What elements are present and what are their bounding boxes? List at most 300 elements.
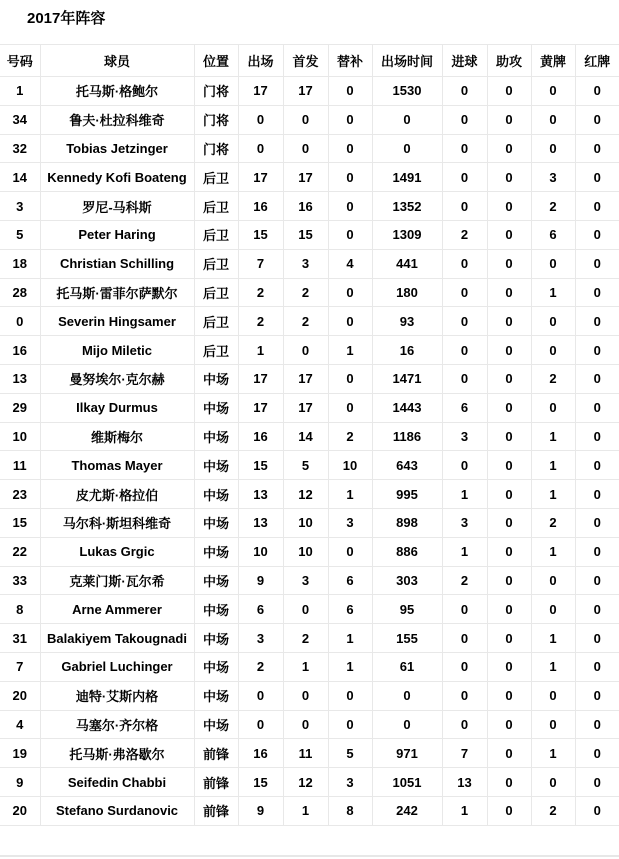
cell-yellow-cards: 0	[531, 393, 575, 422]
cell-goals: 3	[442, 508, 487, 537]
cell-appearances: 17	[238, 77, 283, 106]
cell-number: 3	[0, 192, 40, 221]
table-row	[0, 192, 619, 221]
table-row	[0, 422, 619, 451]
column-header-red-cards: 红牌	[575, 45, 619, 77]
cell-minutes-played: 1491	[372, 163, 442, 192]
cell-starts: 14	[283, 422, 328, 451]
cell-minutes-played: 155	[372, 624, 442, 653]
cell-goals: 2	[442, 566, 487, 595]
cell-number: 4	[0, 710, 40, 739]
cell-sub-appearances: 0	[328, 105, 372, 134]
cell-assists: 0	[487, 595, 531, 624]
cell-red-cards: 0	[575, 451, 619, 480]
cell-appearances: 17	[238, 163, 283, 192]
cell-sub-appearances: 3	[328, 508, 372, 537]
cell-red-cards: 0	[575, 595, 619, 624]
cell-assists: 0	[487, 768, 531, 797]
cell-player: 托马斯·格鲍尔	[40, 77, 194, 106]
cell-minutes-played: 180	[372, 278, 442, 307]
cell-player: Thomas Mayer	[40, 451, 194, 480]
cell-goals: 0	[442, 249, 487, 278]
cell-player: 罗尼-马科斯	[40, 192, 194, 221]
cell-player: Peter Haring	[40, 220, 194, 249]
table-row	[0, 480, 619, 509]
cell-position: 中场	[194, 451, 238, 480]
cell-position: 中场	[194, 595, 238, 624]
cell-starts: 12	[283, 768, 328, 797]
cell-starts: 0	[283, 134, 328, 163]
cell-goals: 0	[442, 595, 487, 624]
cell-goals: 1	[442, 537, 487, 566]
cell-starts: 17	[283, 364, 328, 393]
cell-player: 托马斯·雷菲尔萨默尔	[40, 278, 194, 307]
cell-appearances: 15	[238, 451, 283, 480]
cell-minutes-played: 0	[372, 710, 442, 739]
cell-yellow-cards: 0	[531, 566, 575, 595]
cell-number: 18	[0, 249, 40, 278]
cell-number: 13	[0, 364, 40, 393]
cell-sub-appearances: 1	[328, 480, 372, 509]
cell-player: Lukas Grgic	[40, 537, 194, 566]
cell-goals: 1	[442, 796, 487, 825]
cell-minutes-played: 1186	[372, 422, 442, 451]
cell-yellow-cards: 0	[531, 768, 575, 797]
cell-position: 中场	[194, 422, 238, 451]
cell-player: Stefano Surdanovic	[40, 796, 194, 825]
cell-sub-appearances: 1	[328, 336, 372, 365]
cell-appearances: 13	[238, 480, 283, 509]
cell-yellow-cards: 1	[531, 422, 575, 451]
cell-red-cards: 0	[575, 681, 619, 710]
cell-appearances: 2	[238, 278, 283, 307]
cell-sub-appearances: 6	[328, 566, 372, 595]
column-header-appearances: 出场	[238, 45, 283, 77]
table-row	[0, 681, 619, 710]
cell-number: 11	[0, 451, 40, 480]
cell-goals: 0	[442, 192, 487, 221]
cell-assists: 0	[487, 508, 531, 537]
cell-assists: 0	[487, 220, 531, 249]
cell-player: Christian Schilling	[40, 249, 194, 278]
cell-player: 托马斯·弗洛歇尔	[40, 739, 194, 768]
cell-player: 皮尤斯·格拉伯	[40, 480, 194, 509]
cell-sub-appearances: 6	[328, 595, 372, 624]
cell-yellow-cards: 1	[531, 537, 575, 566]
squad-table	[0, 44, 619, 826]
cell-yellow-cards: 2	[531, 192, 575, 221]
page-title: 2017年阵容	[27, 10, 106, 27]
cell-yellow-cards: 0	[531, 681, 575, 710]
cell-sub-appearances: 0	[328, 134, 372, 163]
cell-player: 鲁夫·杜拉科维奇	[40, 105, 194, 134]
column-header-assists: 助攻	[487, 45, 531, 77]
cell-player: 曼努埃尔·克尔赫	[40, 364, 194, 393]
cell-position: 门将	[194, 134, 238, 163]
cell-goals: 0	[442, 336, 487, 365]
cell-assists: 0	[487, 624, 531, 653]
cell-position: 后卫	[194, 192, 238, 221]
cell-red-cards: 0	[575, 652, 619, 681]
cell-sub-appearances: 8	[328, 796, 372, 825]
cell-number: 33	[0, 566, 40, 595]
cell-sub-appearances: 1	[328, 652, 372, 681]
cell-red-cards: 0	[575, 134, 619, 163]
cell-minutes-played: 61	[372, 652, 442, 681]
cell-goals: 0	[442, 364, 487, 393]
table-row	[0, 451, 619, 480]
table-row	[0, 105, 619, 134]
table-row	[0, 624, 619, 653]
cell-starts: 1	[283, 652, 328, 681]
cell-sub-appearances: 0	[328, 77, 372, 106]
cell-assists: 0	[487, 163, 531, 192]
cell-position: 后卫	[194, 220, 238, 249]
cell-position: 中场	[194, 480, 238, 509]
cell-position: 中场	[194, 710, 238, 739]
cell-sub-appearances: 2	[328, 422, 372, 451]
cell-yellow-cards: 1	[531, 739, 575, 768]
cell-yellow-cards: 1	[531, 480, 575, 509]
cell-number: 1	[0, 77, 40, 106]
cell-yellow-cards: 2	[531, 364, 575, 393]
cell-assists: 0	[487, 307, 531, 336]
cell-sub-appearances: 3	[328, 768, 372, 797]
cell-starts: 10	[283, 537, 328, 566]
cell-sub-appearances: 0	[328, 278, 372, 307]
cell-appearances: 0	[238, 105, 283, 134]
table-row	[0, 768, 619, 797]
cell-number: 32	[0, 134, 40, 163]
cell-red-cards: 0	[575, 249, 619, 278]
cell-starts: 17	[283, 393, 328, 422]
cell-number: 22	[0, 537, 40, 566]
cell-minutes-played: 95	[372, 595, 442, 624]
cell-sub-appearances: 0	[328, 163, 372, 192]
cell-starts: 15	[283, 220, 328, 249]
cell-minutes-played: 93	[372, 307, 442, 336]
table-row	[0, 134, 619, 163]
cell-position: 门将	[194, 77, 238, 106]
cell-assists: 0	[487, 537, 531, 566]
cell-minutes-played: 441	[372, 249, 442, 278]
cell-position: 后卫	[194, 336, 238, 365]
cell-number: 15	[0, 508, 40, 537]
column-header-minutes-played: 出场时间	[372, 45, 442, 77]
cell-starts: 2	[283, 624, 328, 653]
cell-assists: 0	[487, 739, 531, 768]
cell-position: 前锋	[194, 796, 238, 825]
cell-goals: 0	[442, 278, 487, 307]
cell-appearances: 0	[238, 134, 283, 163]
cell-goals: 0	[442, 710, 487, 739]
cell-number: 14	[0, 163, 40, 192]
table-row	[0, 364, 619, 393]
table-row	[0, 249, 619, 278]
cell-yellow-cards: 0	[531, 77, 575, 106]
cell-appearances: 16	[238, 739, 283, 768]
cell-starts: 2	[283, 278, 328, 307]
cell-red-cards: 0	[575, 220, 619, 249]
cell-goals: 0	[442, 163, 487, 192]
cell-yellow-cards: 2	[531, 796, 575, 825]
cell-position: 门将	[194, 105, 238, 134]
cell-player: 马尔科·斯坦科维奇	[40, 508, 194, 537]
cell-minutes-played: 995	[372, 480, 442, 509]
cell-number: 19	[0, 739, 40, 768]
cell-number: 5	[0, 220, 40, 249]
cell-sub-appearances: 10	[328, 451, 372, 480]
cell-minutes-played: 971	[372, 739, 442, 768]
cell-appearances: 6	[238, 595, 283, 624]
cell-yellow-cards: 0	[531, 105, 575, 134]
cell-minutes-played: 303	[372, 566, 442, 595]
cell-player: 维斯梅尔	[40, 422, 194, 451]
column-header-yellow-cards: 黄牌	[531, 45, 575, 77]
cell-appearances: 3	[238, 624, 283, 653]
column-header-goals: 进球	[442, 45, 487, 77]
cell-sub-appearances: 0	[328, 220, 372, 249]
cell-yellow-cards: 0	[531, 134, 575, 163]
cell-position: 后卫	[194, 163, 238, 192]
cell-appearances: 17	[238, 364, 283, 393]
cell-minutes-played: 16	[372, 336, 442, 365]
cell-sub-appearances: 5	[328, 739, 372, 768]
cell-yellow-cards: 0	[531, 336, 575, 365]
cell-player: 迪特·艾斯内格	[40, 681, 194, 710]
cell-sub-appearances: 0	[328, 364, 372, 393]
cell-appearances: 13	[238, 508, 283, 537]
cell-player: Kennedy Kofi Boateng	[40, 163, 194, 192]
cell-goals: 0	[442, 307, 487, 336]
cell-number: 8	[0, 595, 40, 624]
cell-number: 16	[0, 336, 40, 365]
cell-red-cards: 0	[575, 364, 619, 393]
cell-minutes-played: 1530	[372, 77, 442, 106]
cell-goals: 0	[442, 105, 487, 134]
cell-starts: 12	[283, 480, 328, 509]
cell-red-cards: 0	[575, 739, 619, 768]
cell-goals: 7	[442, 739, 487, 768]
cell-appearances: 9	[238, 566, 283, 595]
cell-number: 10	[0, 422, 40, 451]
cell-red-cards: 0	[575, 480, 619, 509]
header-row	[0, 45, 619, 77]
cell-starts: 16	[283, 192, 328, 221]
cell-goals: 0	[442, 681, 487, 710]
cell-minutes-played: 1443	[372, 393, 442, 422]
cell-red-cards: 0	[575, 307, 619, 336]
cell-starts: 2	[283, 307, 328, 336]
cell-sub-appearances: 0	[328, 537, 372, 566]
cell-position: 中场	[194, 566, 238, 595]
cell-number: 0	[0, 307, 40, 336]
cell-appearances: 1	[238, 336, 283, 365]
cell-appearances: 15	[238, 220, 283, 249]
cell-sub-appearances: 0	[328, 393, 372, 422]
column-header-position: 位置	[194, 45, 238, 77]
cell-yellow-cards: 1	[531, 652, 575, 681]
cell-assists: 0	[487, 422, 531, 451]
cell-starts: 0	[283, 710, 328, 739]
cell-goals: 0	[442, 652, 487, 681]
table-row	[0, 595, 619, 624]
table-row	[0, 566, 619, 595]
cell-position: 后卫	[194, 249, 238, 278]
cell-red-cards: 0	[575, 192, 619, 221]
cell-minutes-played: 1051	[372, 768, 442, 797]
cell-yellow-cards: 6	[531, 220, 575, 249]
cell-minutes-played: 0	[372, 105, 442, 134]
cell-player: Gabriel Luchinger	[40, 652, 194, 681]
table-row	[0, 307, 619, 336]
cell-yellow-cards: 3	[531, 163, 575, 192]
cell-starts: 0	[283, 105, 328, 134]
table-row	[0, 710, 619, 739]
cell-assists: 0	[487, 566, 531, 595]
cell-position: 中场	[194, 652, 238, 681]
cell-assists: 0	[487, 393, 531, 422]
cell-player: 马塞尔·齐尔格	[40, 710, 194, 739]
cell-appearances: 0	[238, 710, 283, 739]
cell-assists: 0	[487, 278, 531, 307]
cell-position: 中场	[194, 393, 238, 422]
table-row	[0, 77, 619, 106]
cell-number: 28	[0, 278, 40, 307]
cell-player: Balakiyem Takougnadi	[40, 624, 194, 653]
cell-yellow-cards: 0	[531, 249, 575, 278]
cell-player: Mijo Miletic	[40, 336, 194, 365]
cell-number: 34	[0, 105, 40, 134]
cell-starts: 0	[283, 595, 328, 624]
column-header-player: 球员	[40, 45, 194, 77]
cell-player: 克莱门斯·瓦尔希	[40, 566, 194, 595]
cell-goals: 0	[442, 624, 487, 653]
cell-red-cards: 0	[575, 105, 619, 134]
cell-sub-appearances: 4	[328, 249, 372, 278]
cell-position: 中场	[194, 624, 238, 653]
cell-red-cards: 0	[575, 336, 619, 365]
cell-goals: 0	[442, 451, 487, 480]
cell-starts: 5	[283, 451, 328, 480]
cell-yellow-cards: 1	[531, 624, 575, 653]
cell-appearances: 2	[238, 307, 283, 336]
cell-appearances: 9	[238, 796, 283, 825]
cell-minutes-played: 242	[372, 796, 442, 825]
cell-position: 后卫	[194, 307, 238, 336]
cell-assists: 0	[487, 652, 531, 681]
cell-yellow-cards: 1	[531, 451, 575, 480]
cell-sub-appearances: 0	[328, 307, 372, 336]
cell-number: 31	[0, 624, 40, 653]
cell-starts: 1	[283, 796, 328, 825]
cell-appearances: 15	[238, 768, 283, 797]
cell-goals: 2	[442, 220, 487, 249]
cell-yellow-cards: 2	[531, 508, 575, 537]
table-row	[0, 652, 619, 681]
cell-assists: 0	[487, 796, 531, 825]
cell-assists: 0	[487, 134, 531, 163]
cell-minutes-played: 898	[372, 508, 442, 537]
cell-position: 前锋	[194, 768, 238, 797]
cell-goals: 0	[442, 134, 487, 163]
cell-assists: 0	[487, 336, 531, 365]
cell-position: 中场	[194, 508, 238, 537]
cell-red-cards: 0	[575, 422, 619, 451]
cell-yellow-cards: 0	[531, 307, 575, 336]
cell-minutes-played: 1352	[372, 192, 442, 221]
cell-position: 中场	[194, 364, 238, 393]
cell-red-cards: 0	[575, 566, 619, 595]
cell-appearances: 7	[238, 249, 283, 278]
cell-appearances: 10	[238, 537, 283, 566]
cell-assists: 0	[487, 192, 531, 221]
squad-table-body	[0, 77, 619, 826]
cell-appearances: 16	[238, 192, 283, 221]
cell-number: 7	[0, 652, 40, 681]
cell-position: 中场	[194, 537, 238, 566]
table-row	[0, 796, 619, 825]
cell-minutes-played: 0	[372, 134, 442, 163]
cell-minutes-played: 1309	[372, 220, 442, 249]
bottom-divider	[0, 855, 619, 857]
cell-position: 后卫	[194, 278, 238, 307]
cell-minutes-played: 0	[372, 681, 442, 710]
table-row	[0, 220, 619, 249]
cell-yellow-cards: 0	[531, 595, 575, 624]
cell-assists: 0	[487, 681, 531, 710]
cell-assists: 0	[487, 451, 531, 480]
cell-assists: 0	[487, 249, 531, 278]
cell-player: Arne Ammerer	[40, 595, 194, 624]
cell-goals: 13	[442, 768, 487, 797]
cell-red-cards: 0	[575, 537, 619, 566]
cell-player: Seifedin Chabbi	[40, 768, 194, 797]
cell-starts: 11	[283, 739, 328, 768]
cell-starts: 10	[283, 508, 328, 537]
cell-appearances: 2	[238, 652, 283, 681]
cell-red-cards: 0	[575, 163, 619, 192]
cell-assists: 0	[487, 480, 531, 509]
cell-player: Ilkay Durmus	[40, 393, 194, 422]
cell-appearances: 0	[238, 681, 283, 710]
cell-starts: 17	[283, 77, 328, 106]
table-row	[0, 393, 619, 422]
cell-red-cards: 0	[575, 796, 619, 825]
cell-goals: 0	[442, 77, 487, 106]
cell-number: 29	[0, 393, 40, 422]
cell-yellow-cards: 0	[531, 710, 575, 739]
cell-red-cards: 0	[575, 508, 619, 537]
cell-red-cards: 0	[575, 77, 619, 106]
cell-appearances: 16	[238, 422, 283, 451]
cell-red-cards: 0	[575, 768, 619, 797]
cell-number: 23	[0, 480, 40, 509]
table-row	[0, 278, 619, 307]
column-header-number: 号码	[0, 45, 40, 77]
cell-starts: 17	[283, 163, 328, 192]
cell-red-cards: 0	[575, 278, 619, 307]
cell-starts: 0	[283, 336, 328, 365]
cell-starts: 3	[283, 249, 328, 278]
cell-goals: 1	[442, 480, 487, 509]
cell-assists: 0	[487, 77, 531, 106]
cell-minutes-played: 886	[372, 537, 442, 566]
cell-red-cards: 0	[575, 624, 619, 653]
table-row	[0, 537, 619, 566]
cell-player: Severin Hingsamer	[40, 307, 194, 336]
cell-goals: 6	[442, 393, 487, 422]
